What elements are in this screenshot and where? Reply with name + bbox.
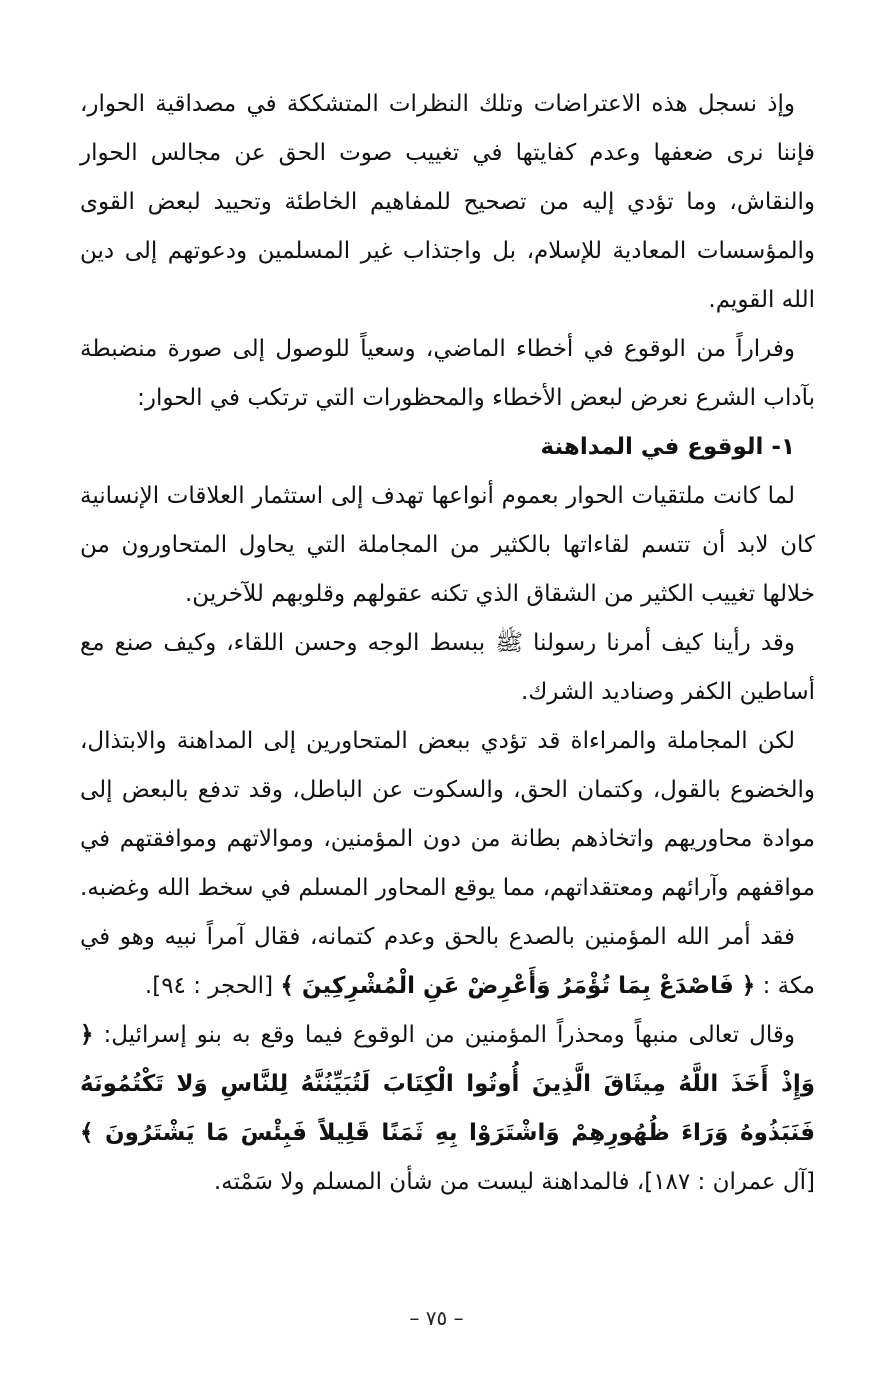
page-number: – ٧٥ – [409, 1306, 464, 1330]
verse-reference: [الحجر : ٩٤]. [144, 973, 274, 999]
paragraph-prophet-example: وقد رأينا كيف أمرنا رسولنا ﷺ ببسط الوجه وحسن اللقاء، وكيف صنع مع أساطين الكفر وصناديد الشرك. [80, 630, 815, 705]
paragraph-text: فقد أمر الله المؤمنين بالصدع بالحق وعدم كتمانه، فقال آمراً نبيه وهو في مكة : [80, 924, 815, 999]
verse-reference: [آل عمران : ١٨٧]، [636, 1169, 815, 1195]
paragraph-command-truth [80, 913, 815, 1011]
paragraph-flattery-danger: لكن المجاملة والمراءاة قد تؤدي ببعض المتحاورين إلى المداهنة والابتذال، والخضوع بالقول، وكتمان الحق، والسكوت عن الباطل، وقد تدفع بالبعض إلى موادة محاوريهم واتخاذهم بطانة من دون المؤمنين، وموالاتهم وموافقتهم في مواقفهم وآرائهم ومعتقداتهم، مما يوقع المحاور المسلم في سخط الله وغضبه. [79, 728, 815, 901]
paragraph-text: وقال تعالى منبهاً ومحذراً المؤمنين من الوقوع فيما وقع به بنو إسرائيل: [103, 1022, 795, 1048]
paragraph-warning [80, 1011, 815, 1207]
section-heading-flattery: ١- الوقوع في المداهنة [540, 434, 795, 460]
quran-verse: ﴿ فَاصْدَعْ بِمَا تُؤْمَرُ وَأَعْرِضْ عَنِ الْمُشْرِكِينَ ﴾ [280, 973, 756, 999]
paragraph-mistakes-intro: وفراراً من الوقوع في أخطاء الماضي، وسعياً للوصول إلى صورة منضبطة بآداب الشرع نعرض لبعض الأخطاء والمحظورات التي ترتكب في الحوار: [80, 336, 815, 411]
paragraph-courtesy: لما كانت ملتقيات الحوار بعموم أنواعها تهدف إلى استثمار العلاقات الإنسانية كان لابد أن تتسم لقاءاتها بالكثير من المجاملة التي يحاول المتحاورون من خلالها تغييب الكثير من الشقاق الذي تكنه عقولهم وقلوبهم للآخرين. [80, 483, 815, 607]
paragraph-intro: وإذ نسجل هذه الاعتراضات وتلك النظرات المتشككة في مصداقية الحوار، فإننا نرى ضعفها وعدم كفايتها في تغييب صوت الحق عن مجالس الحوار والنقاش، وما تؤدي إليه من تصحيح للمفاهيم الخاطئة وتحييد لبعض القوى والمؤسسات المعادية للإسلام، بل واجتذاب غير المسلمين ودعوتهم إلى دين الله القويم. [80, 91, 815, 313]
page-body [80, 80, 815, 1207]
quran-verse: ﴿ وَإِذْ أَخَذَ اللَّهُ مِيثَاقَ الَّذِينَ أُوتُوا الْكِتَابَ لَتُبَيِّنُنَّهُ لِلنَّاسِ وَلا تَكْتُمُونَهُ فَنَبَذُوهُ وَرَاءَ ظُهُورِهِمْ وَاشْتَرَوْا بِهِ ثَمَنًا قَلِيلاً فَبِئْسَ مَا يَشْتَرُونَ ﴾ [80, 1022, 815, 1146]
paragraph-conclusion: فالمداهنة ليست من شأن المسلم ولا سَمْته. [213, 1169, 630, 1195]
